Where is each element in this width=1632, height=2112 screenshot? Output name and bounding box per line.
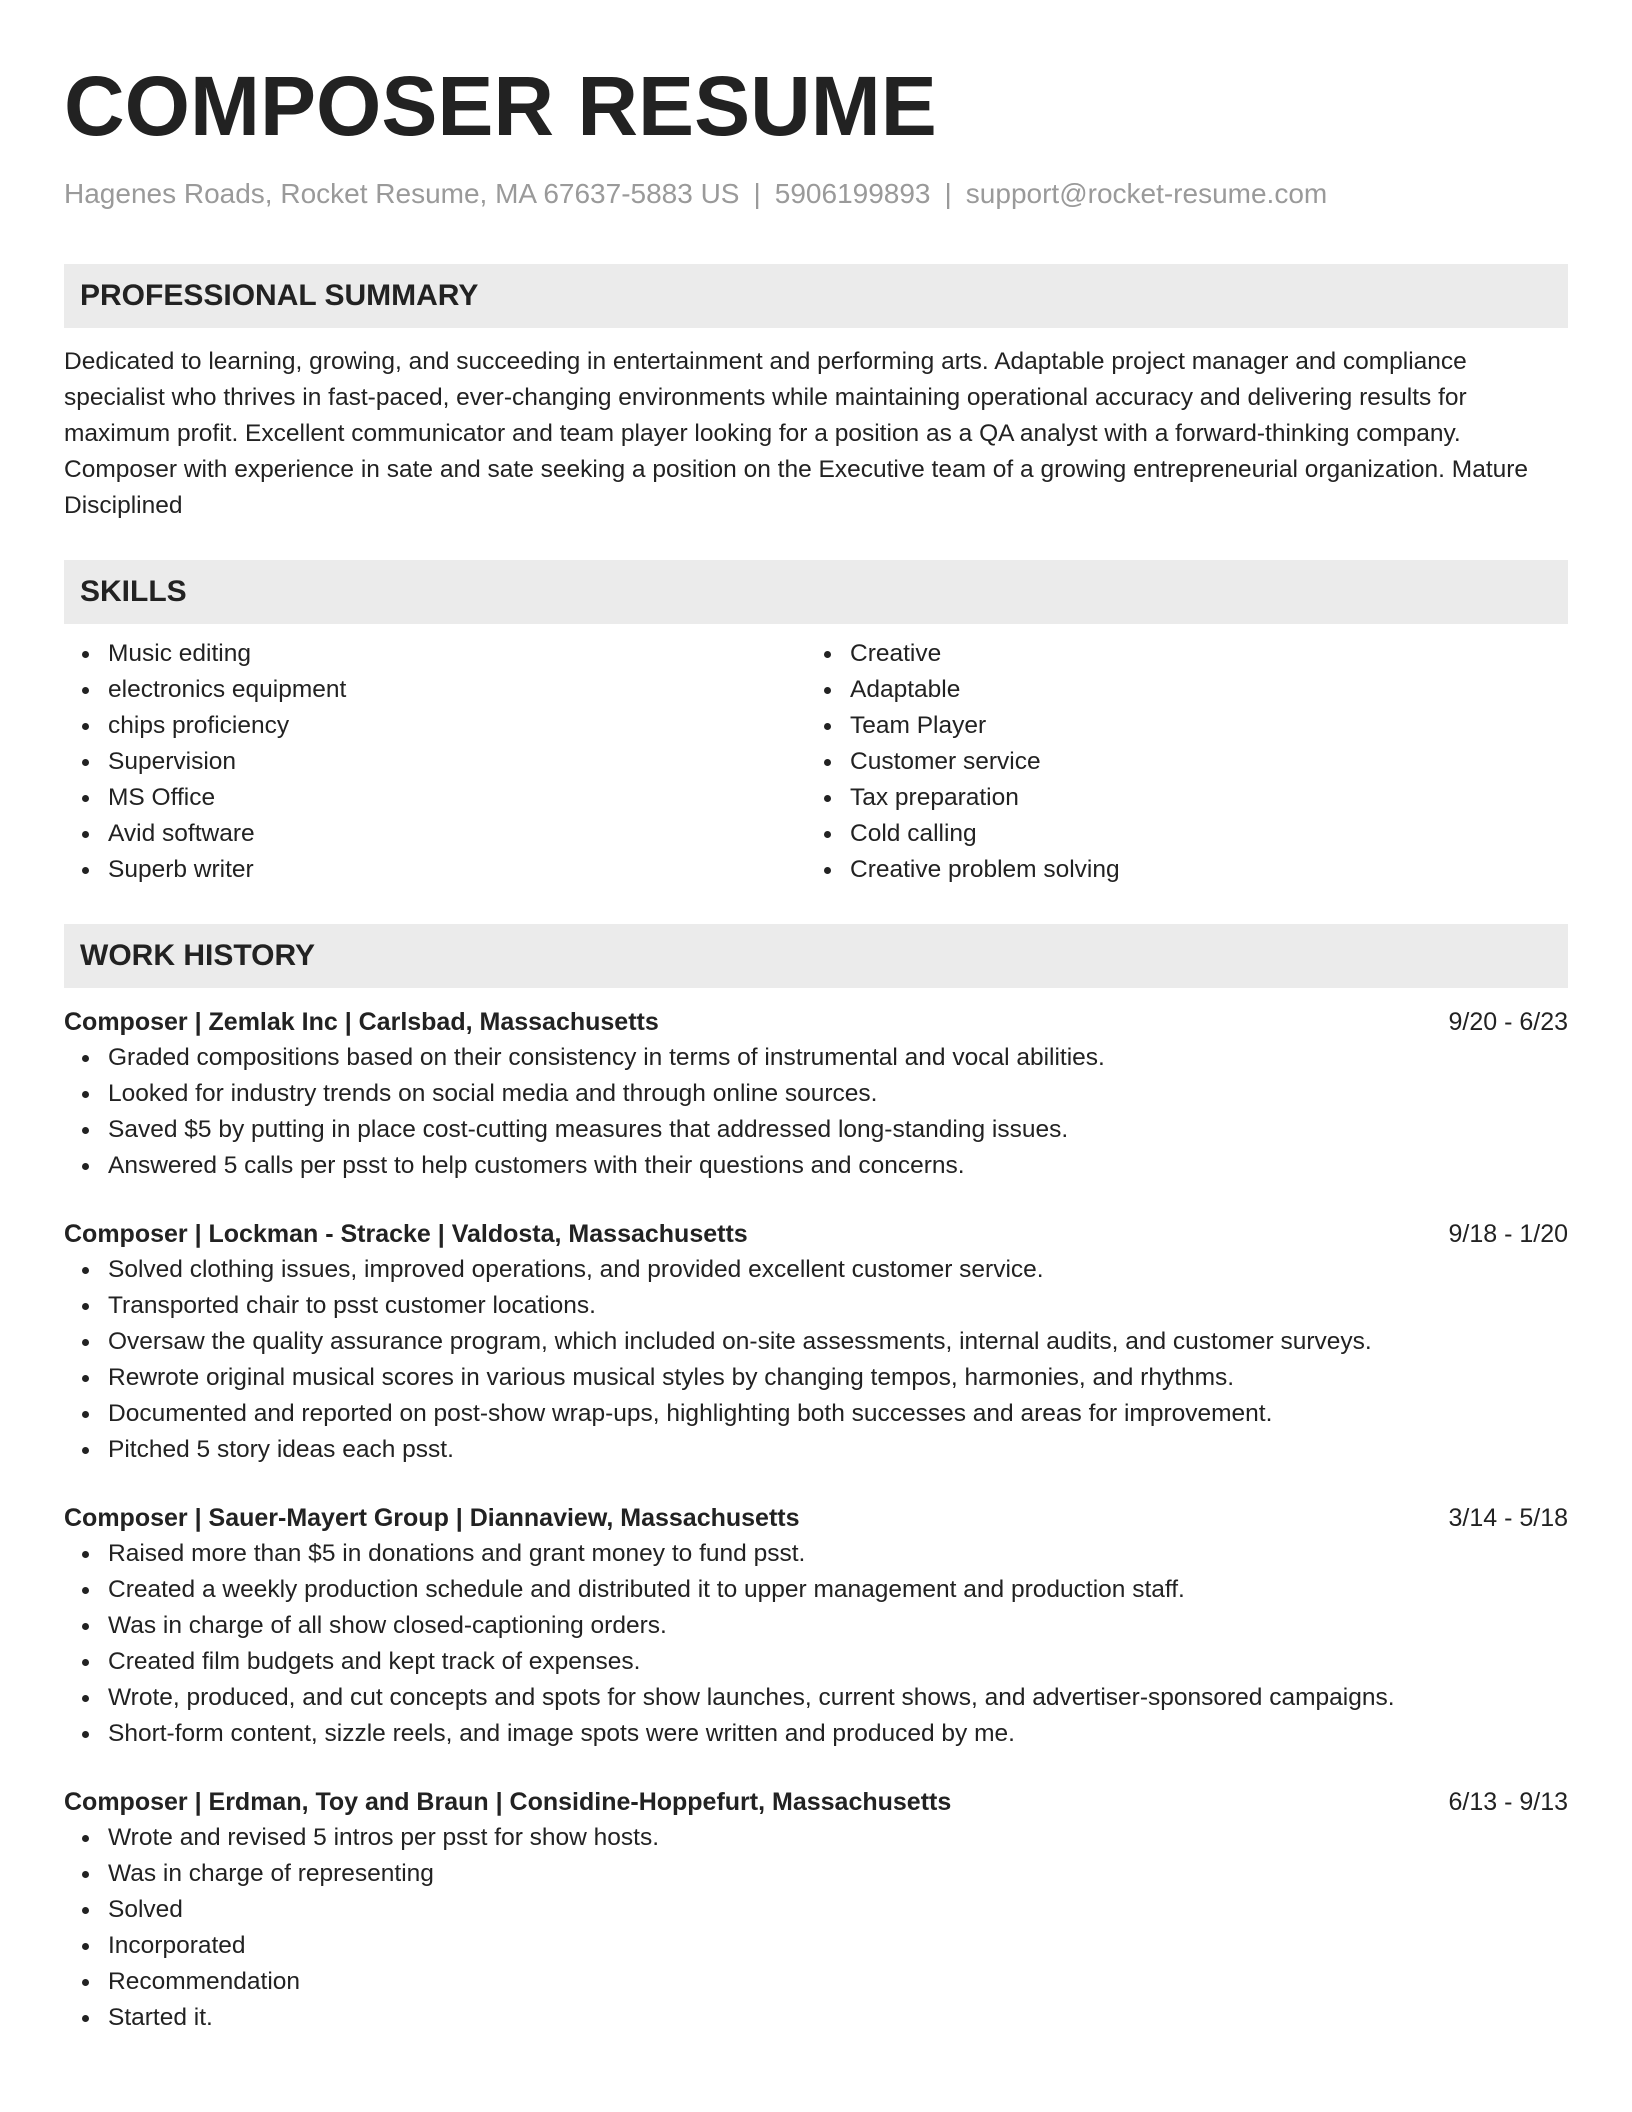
job-bullet: Created a weekly production schedule and distributed it to upper management and production staff. [108, 1572, 1568, 1608]
job-bullet: Short-form content, sizzle reels, and image spots were written and produced by me. [108, 1716, 1568, 1752]
job-title: Composer | Erdman, Toy and Braun | Considine-Hoppefurt, Massachusetts [64, 1788, 952, 1816]
skill-item: Superb writer [108, 852, 806, 888]
job-header [64, 1500, 1568, 1536]
summary-text: Dedicated to learning, growing, and succeeding in entertainment and performing arts. Adaptable project manager and compliance specialist who thrives in fast-paced, ever-changing environments while maintaining operational accuracy and delivering results for maximum profit. Excellent communicator and team player looking for a position as a QA analyst with a forward-thinking company. Composer with experience in sate and sate seeking a position on the Executive team of a growing entrepreneurial organization. Mature Disciplined [64, 348, 1529, 519]
contact-separator: | [753, 178, 761, 209]
section-header-summary: PROFESSIONAL SUMMARY [64, 264, 1568, 328]
skill-item: chips proficiency [108, 708, 806, 744]
resume-page [64, 0, 1568, 2036]
skill-item: Team Player [850, 708, 1548, 744]
contact-separator: | [944, 178, 952, 209]
job-title: Composer | Zemlak Inc | Carlsbad, Massachusetts [64, 1008, 659, 1036]
job-header [64, 1784, 1568, 1820]
skill-item: Adaptable [850, 672, 1548, 708]
skill-item: Tax preparation [850, 780, 1548, 816]
job-bullet: Was in charge of all show closed-captioning orders. [108, 1608, 1568, 1644]
job-dates: 3/14 - 5/18 [1448, 1504, 1568, 1532]
resume-title: COMPOSER RESUME [64, 59, 937, 153]
skill-item: Music editing [108, 636, 806, 672]
job-dates: 9/18 - 1/20 [1448, 1220, 1568, 1248]
skills-column-right [806, 636, 1548, 888]
job-bullet: Documented and reported on post-show wrap-ups, highlighting both successes and areas for improvement. [108, 1396, 1568, 1432]
section-header-work-history: WORK HISTORY [64, 924, 1568, 988]
job-bullet: Created film budgets and kept track of expenses. [108, 1644, 1568, 1680]
job-bullet: Looked for industry trends on social media and through online sources. [108, 1076, 1568, 1112]
job-header [64, 1004, 1568, 1040]
skill-item: Creative [850, 636, 1548, 672]
job-title: Composer | Sauer-Mayert Group | Diannaview, Massachusetts [64, 1504, 800, 1532]
job-bullet: Started it. [108, 2000, 1568, 2036]
job-bullet: Solved clothing issues, improved operations, and provided excellent customer service. [108, 1252, 1568, 1288]
contact-email[interactable]: support@rocket-resume.com [965, 178, 1328, 209]
job-bullets [64, 1820, 1568, 2036]
job-bullet: Rewrote original musical scores in various musical styles by changing tempos, harmonies, and rhythms. [108, 1360, 1568, 1396]
skill-item: MS Office [108, 780, 806, 816]
job-bullet: Was in charge of representing [108, 1856, 1568, 1892]
job-title: Composer | Lockman - Stracke | Valdosta, Massachusetts [64, 1220, 748, 1248]
job-bullet: Incorporated [108, 1928, 1568, 1964]
job-bullet: Recommendation [108, 1964, 1568, 2000]
job-entry [64, 1500, 1568, 1752]
job-entry [64, 1784, 1568, 2036]
skills-list [64, 636, 1568, 888]
skill-item: Customer service [850, 744, 1548, 780]
job-bullet: Answered 5 calls per psst to help customers with their questions and concerns. [108, 1148, 1568, 1184]
job-bullets [64, 1536, 1568, 1752]
contact-address: Hagenes Roads, Rocket Resume, MA 67637-5883 US [64, 178, 740, 209]
skill-item: Avid software [108, 816, 806, 852]
contact-phone: 5906199893 [774, 178, 931, 209]
job-bullet: Saved $5 by putting in place cost-cutting measures that addressed long-standing issues. [108, 1112, 1568, 1148]
job-entry [64, 1216, 1568, 1468]
job-bullet: Raised more than $5 in donations and grant money to fund psst. [108, 1536, 1568, 1572]
job-bullet: Wrote and revised 5 intros per psst for show hosts. [108, 1820, 1568, 1856]
skill-item: Supervision [108, 744, 806, 780]
skill-item: electronics equipment [108, 672, 806, 708]
skill-item: Cold calling [850, 816, 1548, 852]
contact-line [64, 176, 1568, 212]
job-dates: 6/13 - 9/13 [1448, 1788, 1568, 1816]
job-bullet: Graded compositions based on their consistency in terms of instrumental and vocal abilities. [108, 1040, 1568, 1076]
skill-item: Creative problem solving [850, 852, 1548, 888]
job-dates: 9/20 - 6/23 [1448, 1008, 1568, 1036]
job-bullet: Solved [108, 1892, 1568, 1928]
job-entry [64, 1004, 1568, 1184]
job-bullet: Oversaw the quality assurance program, which included on-site assessments, internal audits, and customer surveys. [108, 1324, 1568, 1360]
job-header [64, 1216, 1568, 1252]
skills-column-left [64, 636, 806, 888]
job-bullet: Wrote, produced, and cut concepts and spots for show launches, current shows, and advertiser-sponsored campaigns. [108, 1680, 1568, 1716]
job-bullet: Transported chair to psst customer locations. [108, 1288, 1568, 1324]
job-bullet: Pitched 5 story ideas each psst. [108, 1432, 1568, 1468]
job-bullets [64, 1040, 1568, 1184]
job-bullets [64, 1252, 1568, 1468]
section-header-skills: SKILLS [64, 560, 1568, 624]
